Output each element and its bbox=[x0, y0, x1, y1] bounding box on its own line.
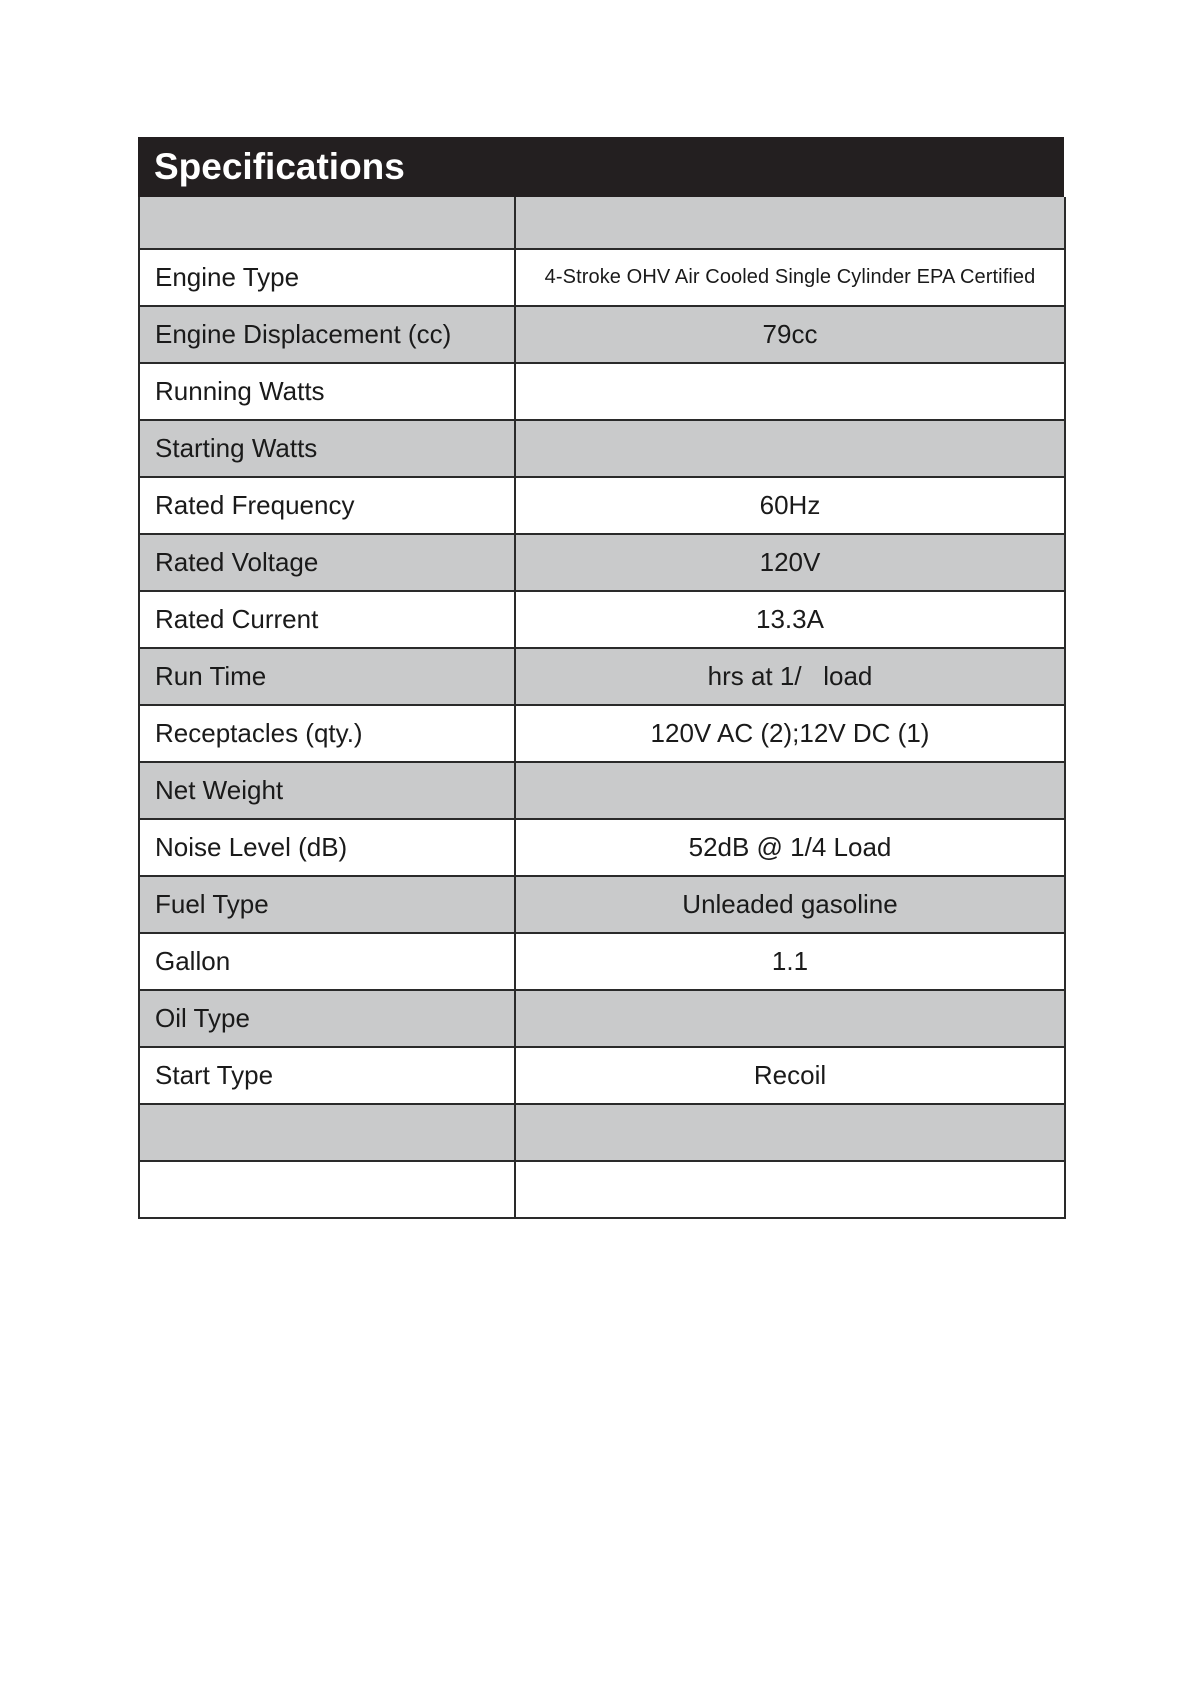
table-row bbox=[139, 1161, 1065, 1218]
table-row bbox=[139, 1047, 1065, 1104]
spec-label: Engine Type bbox=[139, 249, 515, 306]
spec-label: Start Type bbox=[139, 1047, 515, 1104]
table-row bbox=[139, 819, 1065, 876]
spec-value: hrs at 1/ load bbox=[515, 648, 1065, 705]
spec-label: Receptacles (qty.) bbox=[139, 705, 515, 762]
spec-value: 120V bbox=[515, 534, 1065, 591]
spec-label: Running Watts bbox=[139, 363, 515, 420]
spec-value bbox=[515, 990, 1065, 1047]
spec-value: Recoil bbox=[515, 1047, 1065, 1104]
spec-label: Noise Level (dB) bbox=[139, 819, 515, 876]
spec-label: Rated Frequency bbox=[139, 477, 515, 534]
spec-value: 52dB @ 1/4 Load bbox=[515, 819, 1065, 876]
spec-value bbox=[515, 363, 1065, 420]
spec-label: Engine Displacement (cc) bbox=[139, 306, 515, 363]
spec-label: Rated Voltage bbox=[139, 534, 515, 591]
table-row bbox=[139, 534, 1065, 591]
table-row bbox=[139, 591, 1065, 648]
table-row bbox=[139, 249, 1065, 306]
spec-value: 60Hz bbox=[515, 477, 1065, 534]
table-row bbox=[139, 1104, 1065, 1161]
spec-label: Net Weight bbox=[139, 762, 515, 819]
specifications-table bbox=[138, 197, 1066, 1219]
spec-label: Fuel Type bbox=[139, 876, 515, 933]
spec-label: Gallon bbox=[139, 933, 515, 990]
spec-label bbox=[139, 197, 515, 249]
table-row bbox=[139, 876, 1065, 933]
section-title: Specifications bbox=[138, 137, 1064, 197]
table-row bbox=[139, 420, 1065, 477]
table-row bbox=[139, 705, 1065, 762]
table-row bbox=[139, 306, 1065, 363]
spec-value: 4-Stroke OHV Air Cooled Single Cylinder EPA Certified bbox=[515, 249, 1065, 306]
table-row bbox=[139, 648, 1065, 705]
table-row bbox=[139, 990, 1065, 1047]
table-row bbox=[139, 933, 1065, 990]
spec-value: 120V AC (2);12V DC (1) bbox=[515, 705, 1065, 762]
spec-label: Starting Watts bbox=[139, 420, 515, 477]
spec-value: 79cc bbox=[515, 306, 1065, 363]
spec-value bbox=[515, 197, 1065, 249]
table-row bbox=[139, 197, 1065, 249]
spec-value bbox=[515, 1161, 1065, 1218]
spec-label: Run Time bbox=[139, 648, 515, 705]
spec-value bbox=[515, 1104, 1065, 1161]
spec-value bbox=[515, 420, 1065, 477]
table-row bbox=[139, 762, 1065, 819]
spec-value: 1.1 bbox=[515, 933, 1065, 990]
spec-value: Unleaded gasoline bbox=[515, 876, 1065, 933]
spec-label: Oil Type bbox=[139, 990, 515, 1047]
spec-label bbox=[139, 1161, 515, 1218]
spec-value bbox=[515, 762, 1065, 819]
spec-label: Rated Current bbox=[139, 591, 515, 648]
table-row bbox=[139, 477, 1065, 534]
spec-label bbox=[139, 1104, 515, 1161]
spec-value: 13.3A bbox=[515, 591, 1065, 648]
table-row bbox=[139, 363, 1065, 420]
specifications-section bbox=[138, 137, 1064, 1219]
